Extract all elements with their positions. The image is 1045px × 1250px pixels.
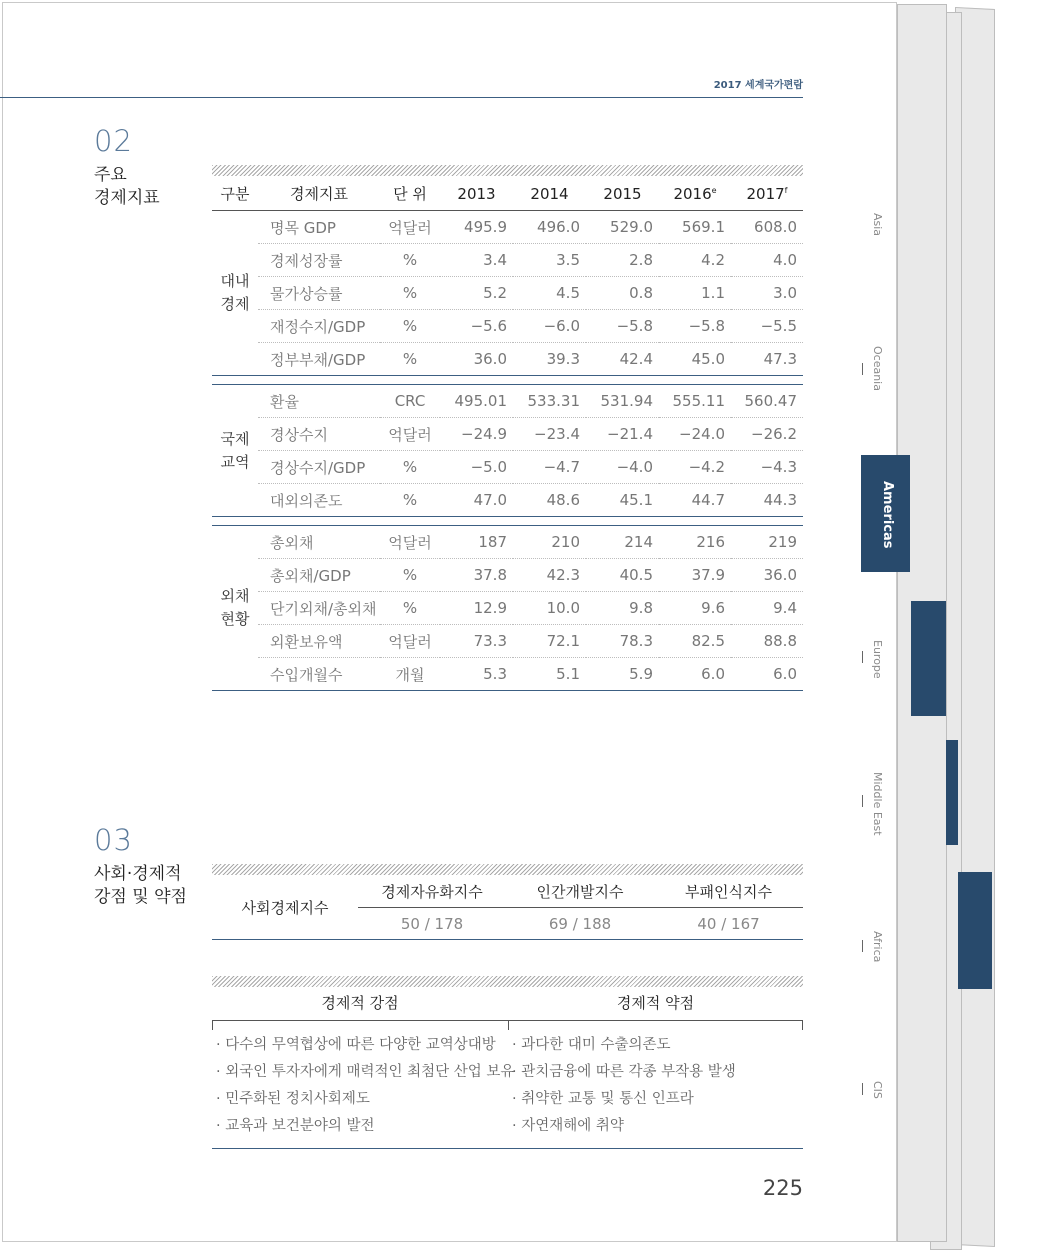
indicator-unit: % xyxy=(380,277,440,310)
col-2017: 2017$^f$ xyxy=(731,177,803,211)
indicator-value: 1.1 xyxy=(659,277,731,310)
indicator-value: 9.8 xyxy=(586,592,659,625)
indicator-value: 555.11 xyxy=(659,385,731,418)
tab-americas-label: Americas xyxy=(880,481,895,549)
sw-divider-right xyxy=(802,1020,803,1030)
indicator-name: 정부부채/GDP xyxy=(258,343,380,376)
indicator-name: 수입개월수 xyxy=(258,658,380,691)
indicator-value: −4.7 xyxy=(513,451,586,484)
indicator-value: 0.8 xyxy=(586,277,659,310)
tab-tick xyxy=(862,940,863,952)
header-rule xyxy=(0,97,803,98)
indicator-value: −4.0 xyxy=(586,451,659,484)
indicator-value: 210 xyxy=(513,526,586,559)
index-value: 69 / 188 xyxy=(506,908,654,940)
section-number: 03 xyxy=(94,823,133,857)
indicator-value: 4.5 xyxy=(513,277,586,310)
tab-tick xyxy=(862,651,863,663)
indicator-value: 3.4 xyxy=(440,244,513,277)
group-separator xyxy=(212,517,803,526)
table-row xyxy=(212,310,803,343)
indicator-name: 환율 xyxy=(258,385,380,418)
col-2014: 2014 xyxy=(513,177,586,211)
indicator-value: 187 xyxy=(440,526,513,559)
section-number: 02 xyxy=(94,124,133,158)
list-item: · 과다한 대미 수출의존도 xyxy=(512,1037,671,1053)
section-title: 주요 경제지표 xyxy=(94,165,160,208)
indicator-value: 42.3 xyxy=(513,559,586,592)
page-number: 225 xyxy=(762,1176,803,1200)
indicator-value: 3.5 xyxy=(513,244,586,277)
indicator-value: 2.8 xyxy=(586,244,659,277)
table-row xyxy=(212,385,803,418)
tab-europe[interactable]: Europe xyxy=(871,640,884,679)
indicator-name: 경제성장률 xyxy=(258,244,380,277)
indicator-value: 73.3 xyxy=(440,625,513,658)
table-row xyxy=(212,559,803,592)
indicator-name: 물가상승률 xyxy=(258,277,380,310)
indicator-value: −5.8 xyxy=(586,310,659,343)
group-label: 대내 경제 xyxy=(212,211,258,376)
indicator-name: 단기외채/총외채 xyxy=(258,592,380,625)
indicator-unit: % xyxy=(380,343,440,376)
indicator-value: 4.2 xyxy=(659,244,731,277)
indicator-unit: 억달러 xyxy=(380,418,440,451)
header-title: 2017 세계국가편람 xyxy=(713,80,803,91)
tab-band-europe xyxy=(911,601,946,716)
indicator-value: 495.01 xyxy=(440,385,513,418)
table-header-row xyxy=(212,177,803,211)
indicator-value: 569.1 xyxy=(659,211,731,244)
table-row xyxy=(212,526,803,559)
index-value: 50 / 178 xyxy=(358,908,506,940)
indicator-value: −6.0 xyxy=(513,310,586,343)
indicator-value: 219 xyxy=(731,526,803,559)
indicator-value: −23.4 xyxy=(513,418,586,451)
sw-bottom-rule xyxy=(212,1148,803,1149)
indicator-value: −21.4 xyxy=(586,418,659,451)
tab-tick xyxy=(862,1083,863,1095)
indicator-value: 48.6 xyxy=(513,484,586,517)
col-indicator: 경제지표 xyxy=(258,177,380,211)
group-label: 국제 교역 xyxy=(212,385,258,517)
indicator-unit: % xyxy=(380,310,440,343)
index-value: 40 / 167 xyxy=(654,908,803,940)
indicator-value: −24.9 xyxy=(440,418,513,451)
indicator-value: −4.2 xyxy=(659,451,731,484)
sw-divider-left xyxy=(212,1020,213,1030)
weaknesses-list xyxy=(512,1032,736,1140)
sw-divider-mid xyxy=(508,1020,509,1030)
social-economic-index-table xyxy=(212,875,803,940)
social-index-label: 사회경제지수 xyxy=(212,875,358,940)
indicator-unit: CRC xyxy=(380,385,440,418)
indicator-value: 36.0 xyxy=(440,343,513,376)
indicator-name: 경상수지 xyxy=(258,418,380,451)
indicator-value: 44.7 xyxy=(659,484,731,517)
indicator-value: 5.9 xyxy=(586,658,659,691)
indicator-value: −24.0 xyxy=(659,418,731,451)
social-table-hatch xyxy=(212,864,803,875)
indicator-name: 명목 GDP xyxy=(258,211,380,244)
indicator-value: 82.5 xyxy=(659,625,731,658)
indicator-value: −5.8 xyxy=(659,310,731,343)
indicator-value: 5.3 xyxy=(440,658,513,691)
indicator-value: −5.5 xyxy=(731,310,803,343)
indicator-value: 47.0 xyxy=(440,484,513,517)
table-row xyxy=(212,211,803,244)
tab-middle-east[interactable]: Middle East xyxy=(871,772,884,836)
tab-band-middle-east xyxy=(946,740,958,845)
indicator-value: 9.4 xyxy=(731,592,803,625)
indicator-value: 5.1 xyxy=(513,658,586,691)
indicator-value: 531.94 xyxy=(586,385,659,418)
table-row xyxy=(212,244,803,277)
list-item: · 관치금융에 따른 각종 부작용 발생 xyxy=(512,1064,736,1080)
sw-table-hatch xyxy=(212,976,803,987)
indicator-value: 37.9 xyxy=(659,559,731,592)
weaknesses-title: 경제적 약점 xyxy=(616,994,695,1012)
group-label: 외채 현황 xyxy=(212,526,258,691)
table-row xyxy=(212,343,803,376)
index-name: 경제자유화지수 xyxy=(358,875,506,908)
indicator-value: 44.3 xyxy=(731,484,803,517)
tab-asia[interactable]: Asia xyxy=(871,213,884,237)
indicator-unit: 개월 xyxy=(380,658,440,691)
indicator-unit: % xyxy=(380,484,440,517)
indicator-value: 495.9 xyxy=(440,211,513,244)
indicator-value: −5.6 xyxy=(440,310,513,343)
indicator-value: 10.0 xyxy=(513,592,586,625)
indicator-name: 총외채 xyxy=(258,526,380,559)
indicator-value: 533.31 xyxy=(513,385,586,418)
indicator-value: 39.3 xyxy=(513,343,586,376)
indicator-value: 47.3 xyxy=(731,343,803,376)
indicator-value: −4.3 xyxy=(731,451,803,484)
col-category: 구분 xyxy=(212,177,258,211)
indicator-value: 3.0 xyxy=(731,277,803,310)
indicator-value: 6.0 xyxy=(731,658,803,691)
indicator-name: 외환보유액 xyxy=(258,625,380,658)
indicator-value: 9.6 xyxy=(659,592,731,625)
indicator-value: 6.0 xyxy=(659,658,731,691)
group-separator xyxy=(212,376,803,385)
indicator-value: 36.0 xyxy=(731,559,803,592)
indicator-value: 40.5 xyxy=(586,559,659,592)
strengths-title: 경제적 강점 xyxy=(321,994,399,1012)
col-unit: 단 위 xyxy=(380,177,440,211)
indicator-value: 72.1 xyxy=(513,625,586,658)
indicator-value: 4.0 xyxy=(731,244,803,277)
table-row xyxy=(212,277,803,310)
col-2013: 2013 xyxy=(440,177,513,211)
indicator-unit: 억달러 xyxy=(380,211,440,244)
indicator-value: 42.4 xyxy=(586,343,659,376)
index-name: 부패인식지수 xyxy=(654,875,803,908)
economic-indicators-table xyxy=(212,177,803,691)
list-item: · 취약한 교통 및 통신 인프라 xyxy=(512,1091,694,1107)
indicator-unit: % xyxy=(380,592,440,625)
indicator-value: 608.0 xyxy=(731,211,803,244)
table-row xyxy=(212,451,803,484)
list-item: · 민주화된 정치사회제도 xyxy=(216,1091,370,1107)
indicator-unit: % xyxy=(380,559,440,592)
tab-oceania[interactable]: Oceania xyxy=(871,346,884,391)
table-row xyxy=(212,418,803,451)
tab-tick xyxy=(862,363,863,375)
table-row xyxy=(212,658,803,691)
tab-americas[interactable] xyxy=(861,455,910,572)
indicator-value: 216 xyxy=(659,526,731,559)
indicator-value: 45.1 xyxy=(586,484,659,517)
indicator-value: −5.0 xyxy=(440,451,513,484)
tab-tick xyxy=(862,795,863,807)
list-item: · 자연재해에 취약 xyxy=(512,1118,624,1134)
indicator-unit: % xyxy=(380,451,440,484)
table-row xyxy=(212,484,803,517)
section-title: 사회·경제적 강점 및 약점 xyxy=(94,864,187,907)
indicator-value: 529.0 xyxy=(586,211,659,244)
tab-africa[interactable]: Africa xyxy=(871,931,884,963)
indicator-name: 대외의존도 xyxy=(258,484,380,517)
indicator-value: 496.0 xyxy=(513,211,586,244)
indicator-unit: % xyxy=(380,244,440,277)
table-row xyxy=(212,592,803,625)
indicator-value: 560.47 xyxy=(731,385,803,418)
col-2016: 2016e xyxy=(659,177,731,211)
indicator-value: 45.0 xyxy=(659,343,731,376)
table-row xyxy=(212,625,803,658)
indicator-value: 78.3 xyxy=(586,625,659,658)
indicator-name: 총외채/GDP xyxy=(258,559,380,592)
indicator-value: 5.2 xyxy=(440,277,513,310)
strengths-list xyxy=(216,1032,514,1140)
indicator-value: 12.9 xyxy=(440,592,513,625)
indicator-value: −26.2 xyxy=(731,418,803,451)
list-item: · 교육과 보건분야의 발전 xyxy=(216,1118,375,1134)
list-item: · 다수의 무역협상에 따른 다양한 교역상대방 xyxy=(216,1037,496,1053)
index-name: 인간개발지수 xyxy=(506,875,654,908)
list-item: · 외국인 투자자에게 매력적인 최첨단 산업 보유 xyxy=(216,1064,515,1080)
indicator-unit: 억달러 xyxy=(380,526,440,559)
indicator-unit: 억달러 xyxy=(380,625,440,658)
tab-band-africa xyxy=(958,872,992,989)
indicator-value: 88.8 xyxy=(731,625,803,658)
table-top-hatch xyxy=(212,165,803,176)
tab-cis[interactable]: CIS xyxy=(871,1081,884,1099)
indicator-name: 재정수지/GDP xyxy=(258,310,380,343)
indicator-value: 37.8 xyxy=(440,559,513,592)
col-2015: 2015 xyxy=(586,177,659,211)
indicator-value: 214 xyxy=(586,526,659,559)
indicator-name: 경상수지/GDP xyxy=(258,451,380,484)
